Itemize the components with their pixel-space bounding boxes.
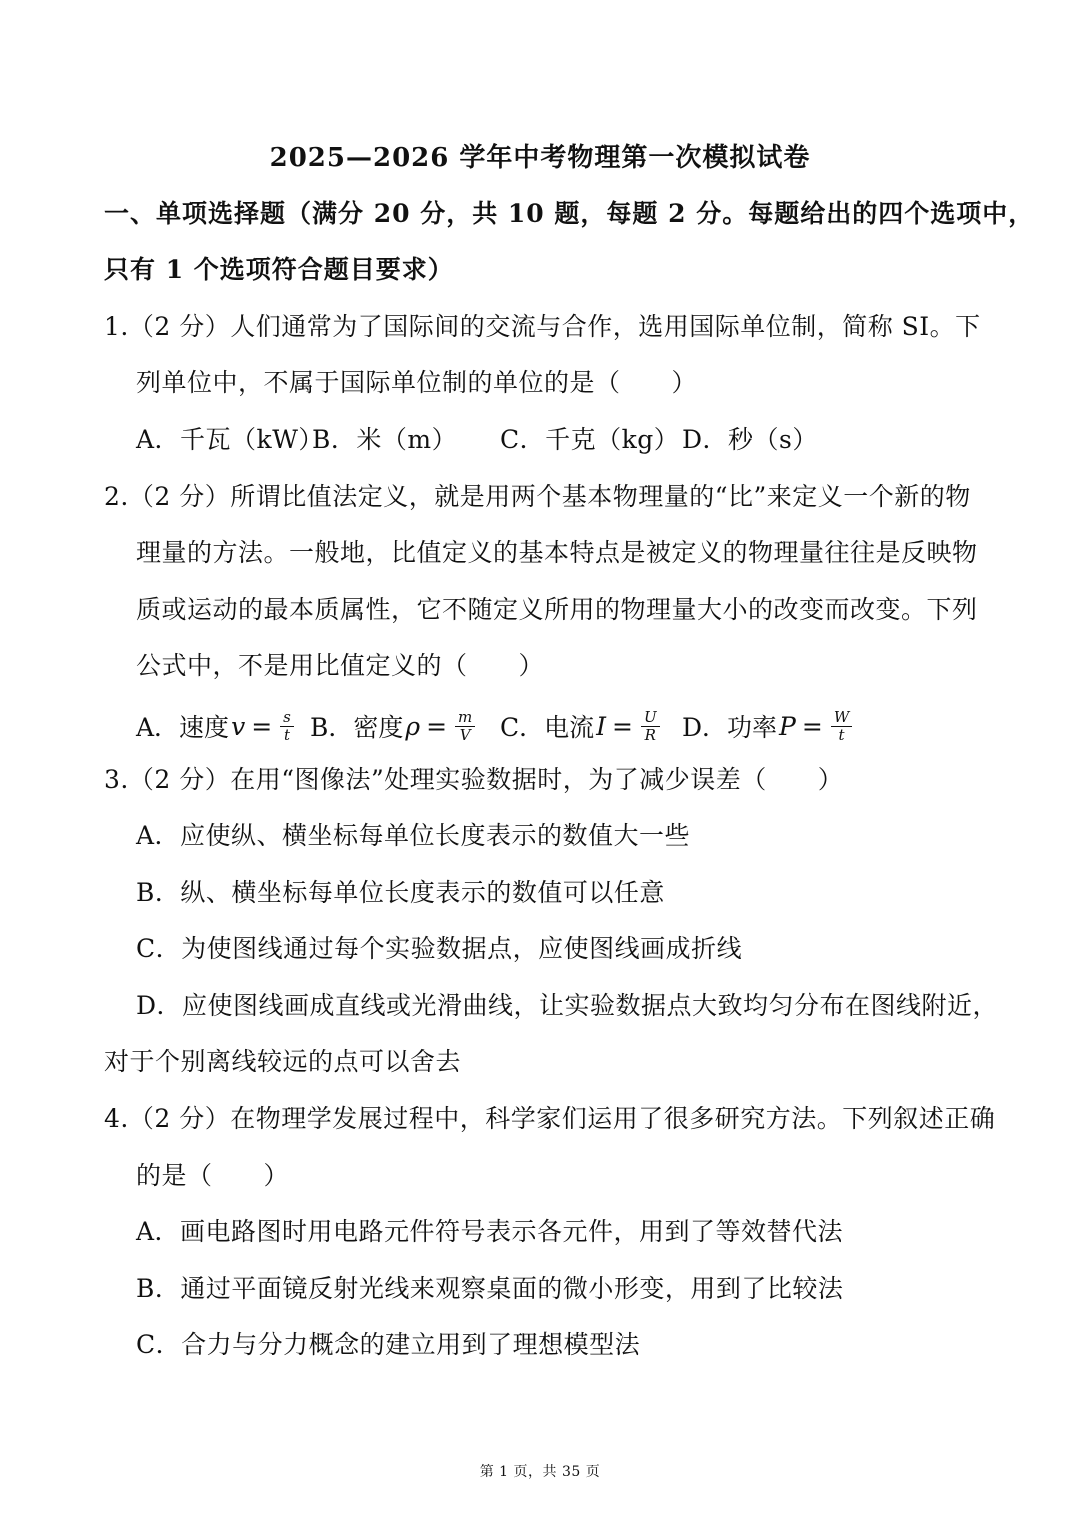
fraction-numerator: m: [455, 709, 475, 727]
option-a-label: A．速度: [136, 713, 230, 742]
question-2-option-c: [500, 703, 660, 749]
equals-sign: =: [801, 711, 823, 741]
fraction: [280, 709, 294, 744]
question-3-option-b: B．纵、横坐标每单位长度表示的数值可以任意: [136, 878, 665, 907]
question-4-line-2: 的是（ ）: [136, 1161, 290, 1190]
section-heading-line-1: 一、单项选择题（满分 20 分，共 10 题，每题 2 分。每题给出的四个选项中，: [104, 199, 1035, 228]
option-b-label: B．密度: [310, 713, 404, 742]
fraction-denominator: t: [838, 725, 845, 744]
question-1-option-b: B．米（m）: [312, 425, 458, 454]
question-3-option-d-continued: 对于个别离线较远的点可以舍去: [104, 1047, 462, 1076]
page-footer: 第 1 页，共 35 页: [479, 1464, 601, 1480]
fraction-numerator: U: [641, 709, 660, 727]
fraction-numerator: W: [831, 709, 852, 727]
question-3-option-a: A．应使纵、横坐标每单位长度表示的数值大一些: [136, 821, 691, 850]
section-heading-line-2: 只有 1 个选项符合题目要求）: [104, 255, 454, 284]
density-symbol: ρ: [405, 711, 421, 741]
fraction-denominator: R: [644, 725, 656, 744]
question-2-options: [136, 703, 1036, 749]
question-2-line-4: 公式中，不是用比值定义的（ ）: [136, 651, 545, 680]
question-4-option-c: C．合力与分力概念的建立用到了理想模型法: [136, 1330, 641, 1359]
question-3-line-1: 3.（2 分）在用“图像法”处理实验数据时，为了减少误差（ ）: [104, 765, 844, 794]
option-c-label: C．电流: [500, 713, 595, 742]
question-1-option-d: D．秒（s）: [682, 425, 818, 454]
fraction-denominator: V: [459, 725, 471, 744]
question-1-option-c: C．千克（kg）: [500, 425, 680, 454]
question-3-option-c: C．为使图线通过每个实验数据点，应使图线画成折线: [136, 934, 743, 963]
question-1-line-1: 1.（2 分）人们通常为了国际间的交流与合作，选用国际单位制，简称 SI。下: [104, 312, 981, 341]
question-4-option-b: B．通过平面镜反射光线来观察桌面的微小形变，用到了比较法: [136, 1274, 844, 1303]
question-2-option-d: [682, 703, 852, 749]
page-title: 2025—2026 学年中考物理第一次模拟试卷: [269, 143, 811, 173]
equals-sign: =: [612, 711, 633, 741]
question-1-options: [136, 423, 1036, 457]
question-2-line-2: 理量的方法。一般地，比值定义的基本特点是被定义的物理量往往是反映物: [136, 538, 978, 567]
question-1-option-a: A．千瓦（kW）: [136, 425, 324, 454]
question-4-line-1: 4.（2 分）在物理学发展过程中，科学家们运用了很多研究方法。下列叙述正确: [104, 1104, 996, 1133]
fraction-denominator: t: [283, 725, 290, 744]
question-1-line-2: 列单位中，不属于国际单位制的单位的是（ ）: [136, 368, 698, 397]
question-4-option-a: A．画电路图时用电路元件符号表示各元件，用到了等效替代法: [136, 1217, 844, 1246]
question-2-line-3: 质或运动的最本质属性，它不随定义所用的物理量大小的改变而改变。下列: [136, 595, 978, 624]
fraction-numerator: s: [280, 709, 294, 727]
question-2-line-1: 2.（2 分）所谓比值法定义，就是用两个基本物理量的“比”来定义一个新的物: [104, 482, 971, 511]
power-symbol: P: [779, 711, 796, 741]
question-3-option-d: D．应使图线画成直线或光滑曲线，让实验数据点大致均匀分布在图线附近，: [136, 991, 999, 1020]
question-2-option-b: [310, 703, 475, 749]
current-symbol: I: [596, 711, 607, 741]
option-d-label: D．功率: [682, 713, 778, 742]
question-2-option-a: [136, 703, 294, 749]
fraction: [455, 709, 475, 744]
fraction: [831, 709, 852, 744]
velocity-symbol: v: [231, 711, 246, 741]
fraction: [641, 709, 660, 744]
equals-sign: =: [426, 711, 448, 741]
equals-sign: =: [251, 711, 273, 741]
